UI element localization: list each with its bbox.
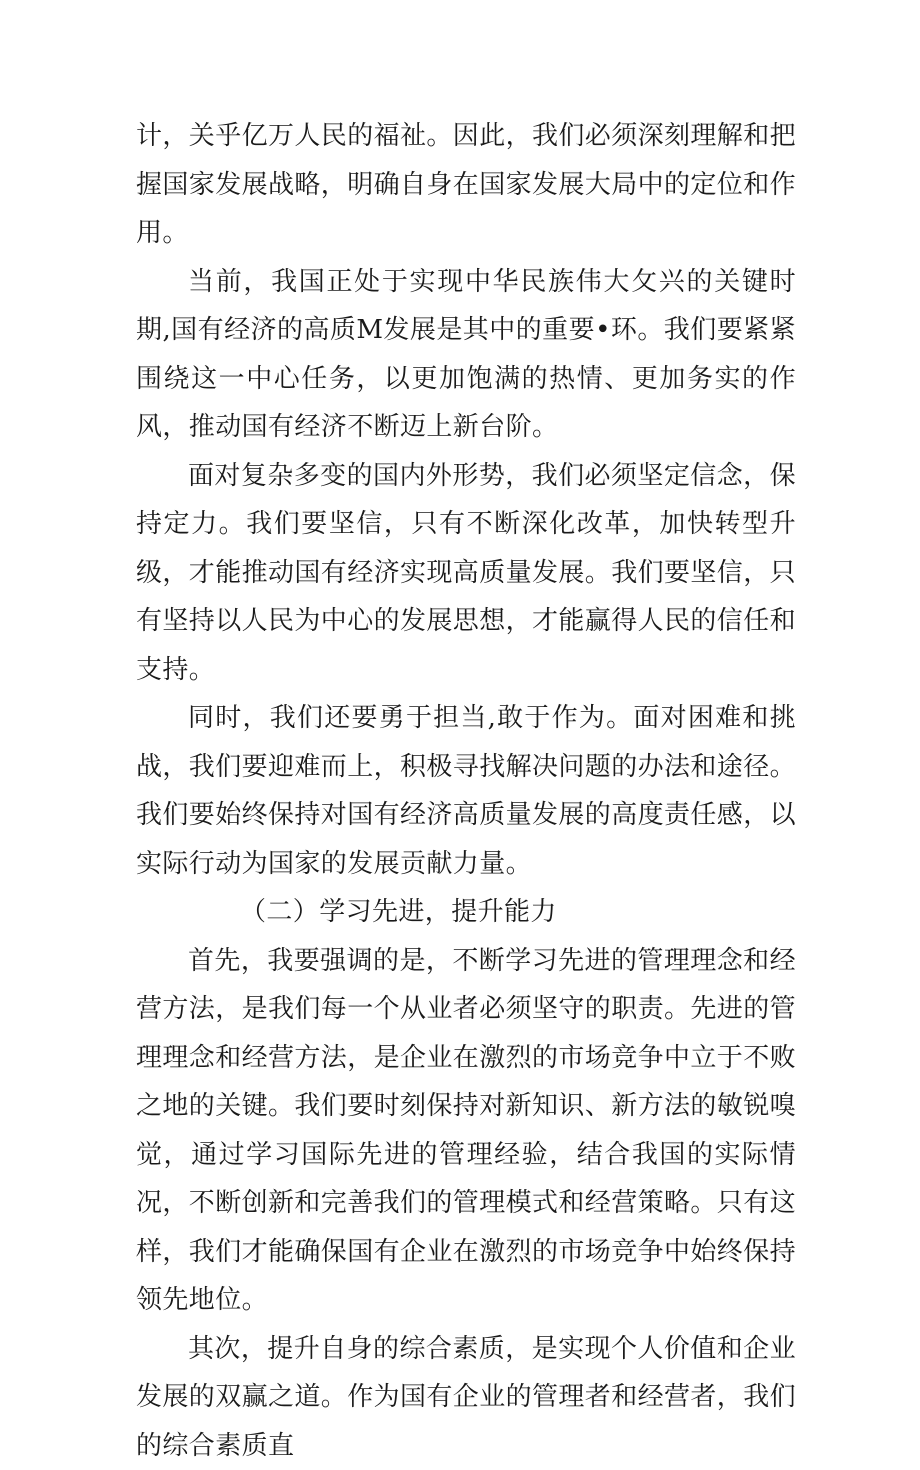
paragraph-4: 同时，我们还要勇于担当,敢于作为。面对困难和挑战，我们要迎难而上，积极寻找解决问题的办法和途径。我们要始终保持对国有经济高质量发展的高度责任感，以实际行动为国家的发展贡献力量。 — [136, 694, 796, 888]
paragraph-1: 计，关乎亿万人民的福祉。因此，我们必须深刻理解和把握国家发展战略，明确自身在国家发展大局中的定位和作用。 — [136, 112, 796, 258]
section-heading: （二）学习先进，提升能力 — [136, 888, 796, 937]
paragraph-3: 面对复杂多变的国内外形势，我们必须坚定信念，保持定力。我们要坚信，只有不断深化改革，加快转型升级，才能推动国有经济实现高质量发展。我们要坚信，只有坚持以人民为中心的发展思想，才能赢得人民的信任和支持。 — [136, 452, 796, 695]
document-body — [136, 112, 796, 1470]
paragraph-2: 当前，我国正处于实现中华民族伟大攵兴的关键时期,国有经济的高质M发展是其中的重要•环。我们要紧紧围绕这一中心任务，以更加饱满的热情、更加务实的作风，推动国有经济不断迈上新台阶。 — [136, 258, 796, 452]
paragraph-6: 其次，提升自身的综合素质，是实现个人价值和企业发展的双赢之道。作为国有企业的管理者和经营者，我们的综合素质直 — [136, 1325, 796, 1470]
paragraph-5: 首先，我要强调的是，不断学习先进的管理理念和经营方法，是我们每一个从业者必须坚守的职责。先进的管理理念和经营方法，是企业在激烈的市场竞争中立于不败之地的关键。我们要时刻保持对新知识、新方法的敏锐嗅觉，通过学习国际先进的管理经验，结合我国的实际情况，不断创新和完善我们的管理模式和经营策略。只有这样，我们才能确保国有企业在激烈的市场竞争中始终保持领先地位。 — [136, 937, 796, 1325]
